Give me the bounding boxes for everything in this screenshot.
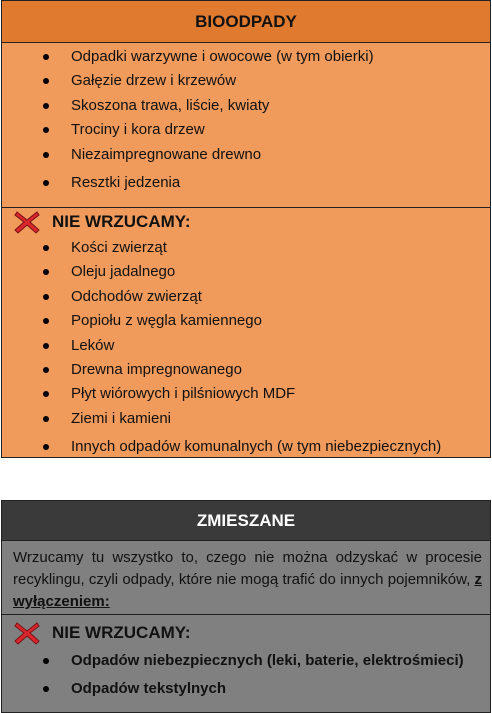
list-item: Kości zwierząt — [2, 236, 490, 260]
bio-allowed-list — [2, 45, 490, 195]
mixed-waste-header: ZMIESZANE — [2, 501, 490, 541]
mixed-not-allowed-list — [2, 647, 490, 703]
bio-not-allowed-list — [2, 236, 490, 460]
list-item: Leków — [2, 334, 490, 358]
list-item: Odpadki warzywne i owocowe (w tym obierki) — [2, 45, 490, 69]
bio-waste-table — [1, 0, 491, 458]
bio-not-allowed-heading — [2, 208, 490, 236]
mixed-not-allowed-heading — [2, 619, 490, 647]
mixed-description-text: Wrzucamy tu wszystko to, czego nie można odzyskać w procesie recyklingu, czyli odpady, które nie mogą trafić do innych pojemników, — [13, 549, 482, 588]
list-item: Gałęzie drzew i krzewów — [2, 69, 490, 93]
red-cross-icon — [14, 210, 40, 234]
list-item: Odpadów niebezpiecznych (leki, baterie, elektrośmieci) — [2, 647, 490, 675]
mixed-description — [2, 541, 490, 615]
bio-not-allowed-title: NIE WRZUCAMY: — [52, 212, 191, 231]
list-item: Odpadów tekstylnych — [2, 675, 490, 703]
list-item: Innych odpadów komunalnych (w tym niebezpiecznych) — [2, 435, 490, 459]
list-item: Trociny i kora drzew — [2, 118, 490, 142]
bio-allowed-section — [2, 43, 490, 208]
exclusion-label: z wyłączeniem: — [13, 571, 482, 610]
list-item: Popiołu z węgla kamiennego — [2, 309, 490, 333]
bio-waste-header: BIOODPADY — [2, 1, 490, 43]
bio-not-allowed-section — [2, 208, 490, 457]
mixed-not-allowed-section — [2, 615, 490, 712]
list-item: Skoszona trawa, liście, kwiaty — [2, 94, 490, 118]
list-item: Odchodów zwierząt — [2, 285, 490, 309]
list-item: Resztki jedzenia — [2, 171, 490, 195]
list-item: Drewna impregnowanego — [2, 358, 490, 382]
mixed-not-allowed-title: NIE WRZUCAMY: — [52, 623, 191, 642]
list-item: Płyt wiórowych i pilśniowych MDF — [2, 382, 490, 406]
list-item: Oleju jadalnego — [2, 260, 490, 284]
red-cross-icon — [14, 621, 40, 645]
list-item: Niezaimpregnowane drewno — [2, 143, 490, 167]
mixed-waste-table — [1, 500, 491, 713]
list-item: Ziemi i kamieni — [2, 407, 490, 431]
